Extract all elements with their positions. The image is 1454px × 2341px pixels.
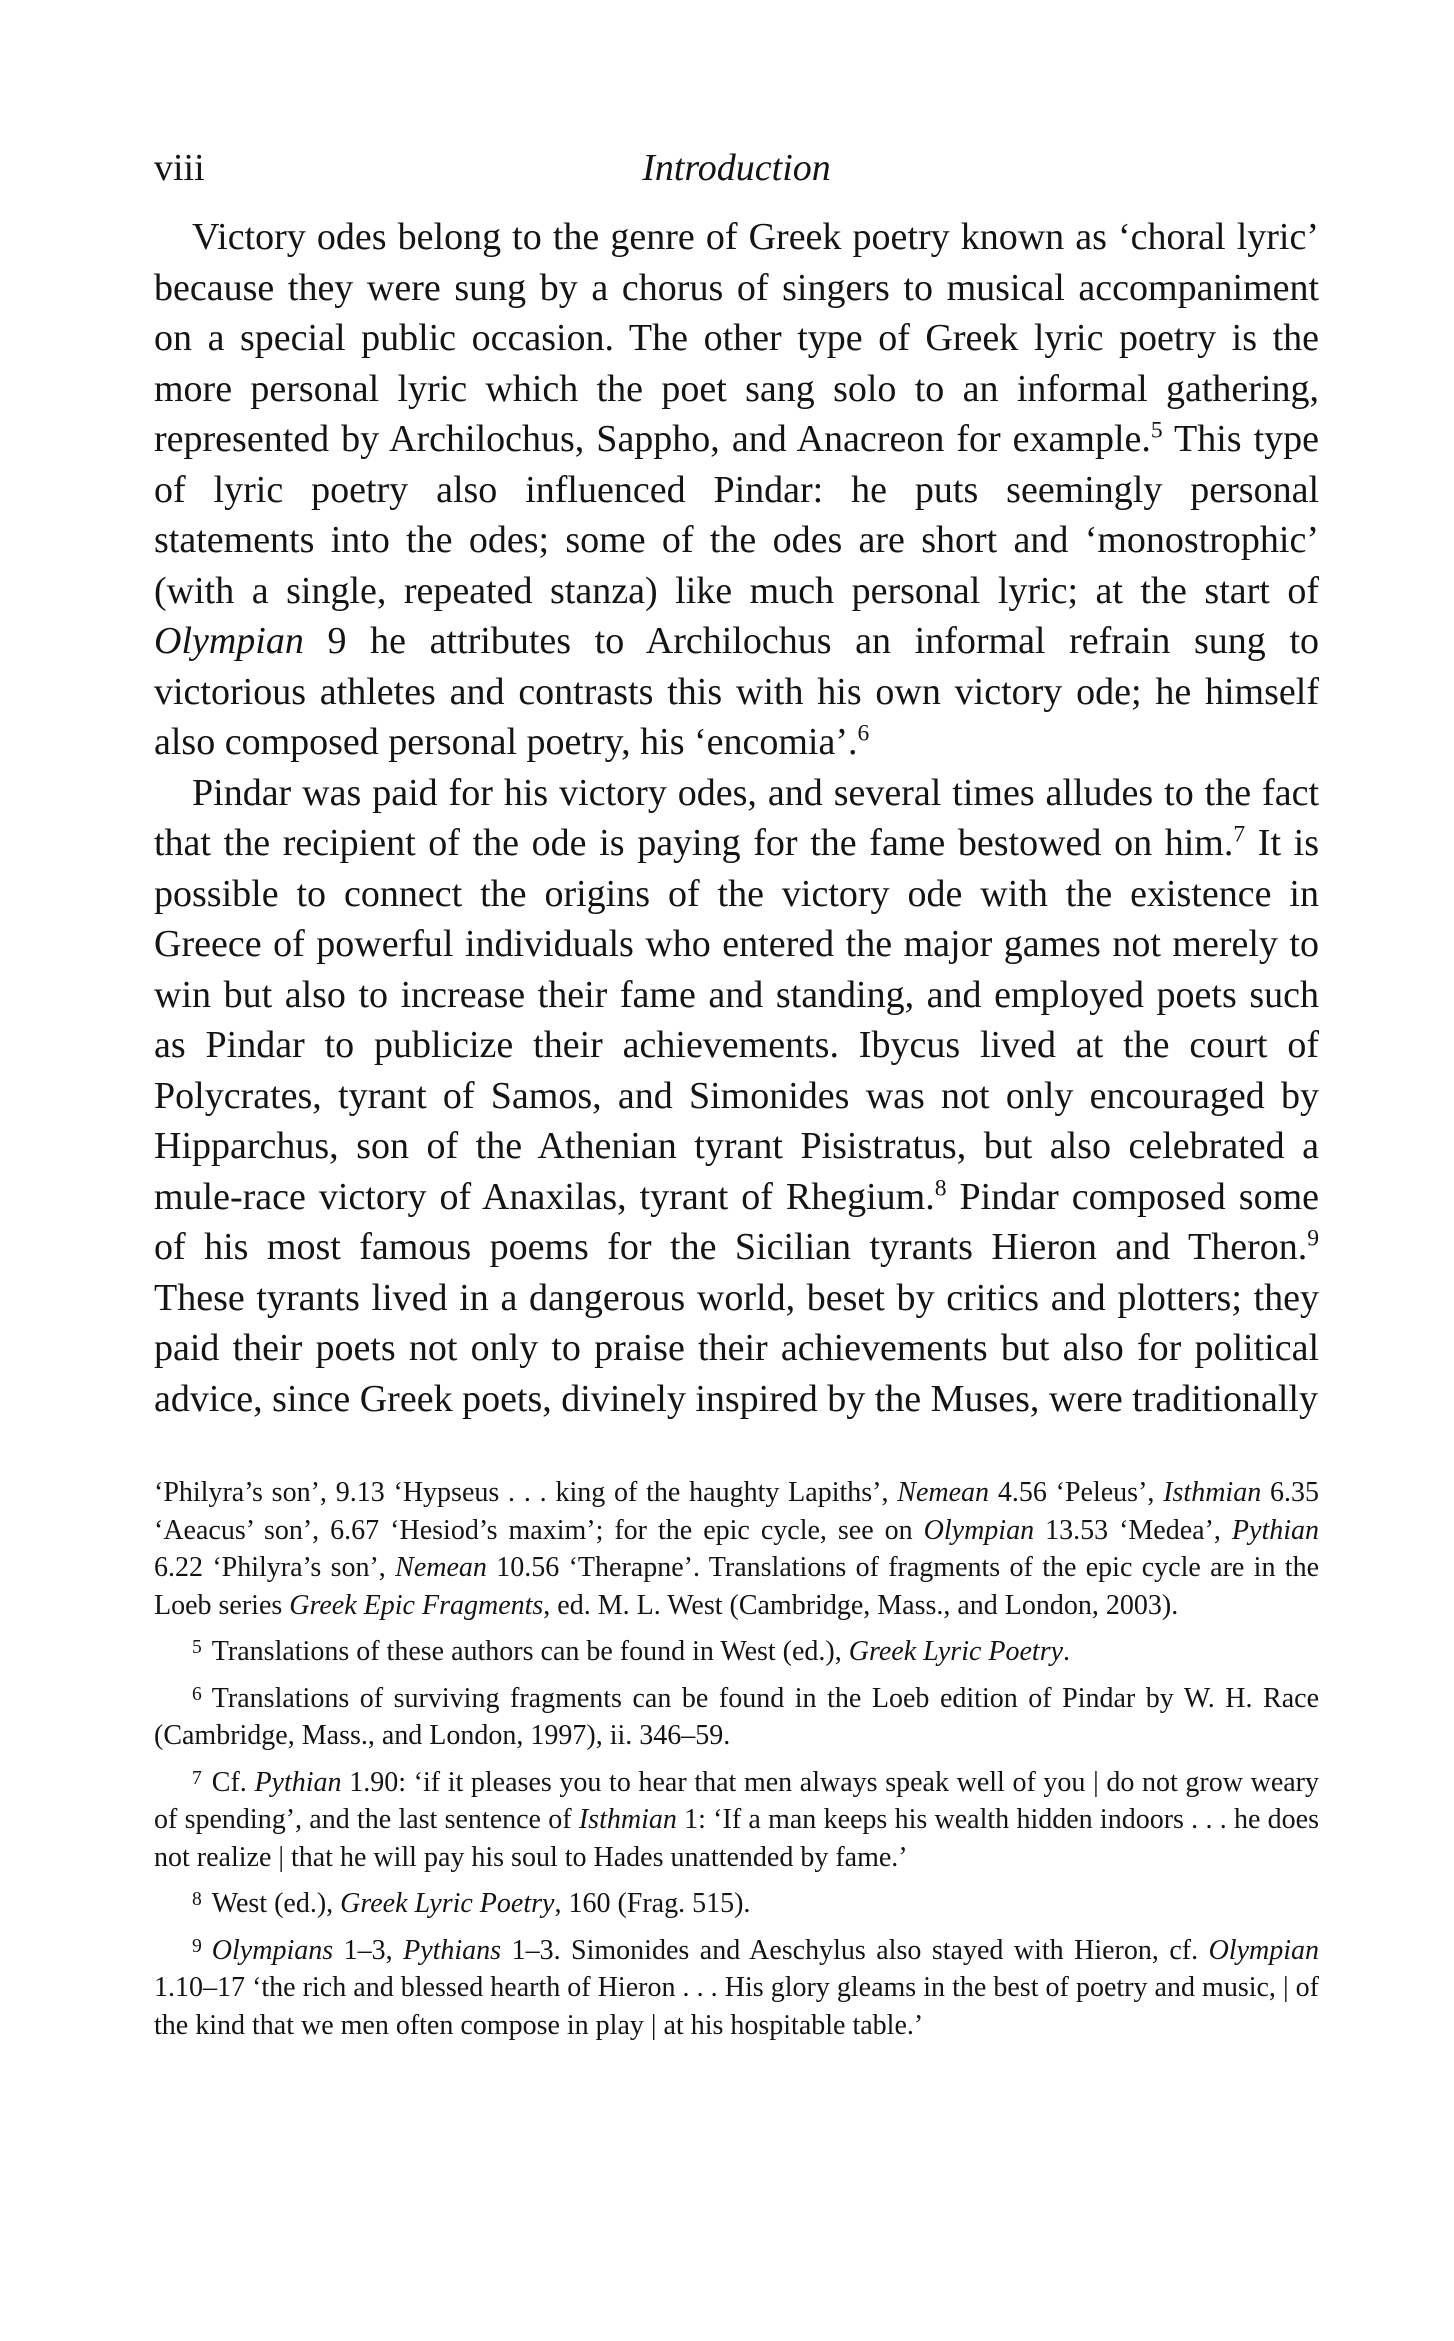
work-title: Pythian: [1231, 1514, 1319, 1546]
footnote-5: [154, 1633, 1319, 1671]
text-run: , 160 (Frag. 515).: [554, 1888, 751, 1919]
paragraph-1: [154, 212, 1319, 768]
work-title: Isthmian: [578, 1804, 677, 1835]
text-run: ‘Philyra’s son’, 9.13 ‘Hypseus . . . king of the haughty Lapiths’,: [154, 1477, 898, 1508]
footnote-number: 5: [192, 1637, 202, 1658]
text-run: 1.90: ‘if it pleases you to hear that men always speak well of you | do not grow weary of spending’, and the last sentence of: [154, 1766, 1320, 1835]
text-run: .: [1063, 1636, 1071, 1667]
text-run: This type of lyric poetry also influenced Pindar: he puts seemingly personal statements into the odes; some of the odes are short and ‘monostrophic’ (with a single, repeated stanza) like much personal lyric; at the start of: [154, 418, 1320, 612]
text-run: 1: ‘If a man keeps his wealth hidden indoors . . . he does not realize | that he will pay his soul to Hades unattended by fame.’: [154, 1804, 1319, 1873]
work-title: Greek Lyric Poetry: [340, 1888, 555, 1919]
paragraph-2: [154, 768, 1319, 1425]
text-run: 13.53 ‘Medea’,: [1034, 1514, 1232, 1546]
work-title: Greek Epic Fragments: [289, 1589, 544, 1621]
footnote-ref-5: 5: [1150, 417, 1163, 444]
text-run: Pindar was paid for his victory odes, and several times alludes to the fact that the recipient of the ode is paying for the fame bestowed on him.: [154, 771, 1319, 864]
footnotes: [154, 1474, 1319, 2044]
work-title: Isthmian: [1163, 1477, 1262, 1508]
page-number: viii: [154, 147, 205, 189]
work-title: Nemean: [897, 1477, 990, 1508]
footnote-7: [154, 1764, 1319, 1877]
footnote-ref-6: 6: [857, 720, 870, 747]
text-run: Translations of surviving fragments can be found in the Loeb edition of Pindar by W. H. Race (Cambridge, Mass., and London, 1997), ii. 346–59.: [154, 1682, 1319, 1751]
footnote-number: 6: [192, 1683, 202, 1705]
footnote-ref-8: 8: [934, 1174, 947, 1201]
text-run: It is possible to connect the origins of the victory ode with the existence in Greece of powerful individuals who entered the major games not merely to win but also to increase their fame and standing, and employed poets such as Pindar to publicize their achievements. Ibycus lived at the court of Polycrates, tyrant of Samos, and Simonides was not only encouraged by Hipparchus, son of the Athenian tyrant Pisistratus, but also celebrated a mule-race victory of Anaxilas, tyrant of Rhegium.: [154, 822, 1320, 1218]
book-page: [154, 138, 1319, 2053]
text-run: 10.56 ‘Therapne’. Translations of fragments of the epic cycle are in the Loeb series: [154, 1552, 1319, 1621]
footnote-number: 8: [192, 1889, 202, 1910]
text-run: Pindar composed some of his most famous poems for the Sicilian tyrants Hieron and Theron.: [154, 1175, 1319, 1268]
text-run: 4.56 ‘Peleus’,: [989, 1477, 1164, 1508]
footnote-continued: [154, 1474, 1319, 1624]
body-text: [154, 212, 1319, 1424]
text-run: 6.22 ‘Philyra’s son’,: [154, 1552, 396, 1583]
footnote-ref-7: 7: [1233, 821, 1246, 848]
text-run: 1.10–17 ‘the rich and blessed hearth of Hieron . . . His glory gleams in the best of poetry and music, | of the kind that we men often compose in play | at his hospitable table.’: [154, 1972, 1319, 2041]
work-title: Olympian: [923, 1514, 1035, 1546]
text-run: 9 he attributes to Archilochus an informal refrain sung to victorious athletes and contrasts this with his own victory ode; he himself also composed personal poetry, his ‘encomia’.: [154, 620, 1319, 763]
work-title: Olympian: [154, 620, 304, 662]
work-title: Olympian: [1208, 1934, 1320, 1966]
text-run: Translations of these authors can be found in West (ed.),: [211, 1636, 849, 1667]
work-title: Pythian: [254, 1766, 342, 1798]
text-run: , ed. M. L. West (Cambridge, Mass., and London, 2003).: [543, 1589, 1179, 1621]
work-title: Nemean: [395, 1552, 487, 1583]
text-run: Cf.: [211, 1766, 255, 1798]
footnote-number: 7: [192, 1767, 202, 1789]
text-run: 1–3,: [333, 1934, 404, 1966]
work-title: Pythians: [403, 1934, 502, 1966]
footnote-8: [154, 1885, 1319, 1923]
text-run: 1–3. Simonides and Aeschylus also stayed with Hieron, cf.: [501, 1934, 1209, 1966]
work-title: Olympians: [211, 1934, 334, 1966]
footnote-9: [154, 1932, 1319, 2045]
running-title: Introduction: [642, 147, 831, 189]
footnote-ref-9: 9: [1307, 1225, 1319, 1252]
work-title: Greek Lyric Poetry: [848, 1636, 1064, 1667]
running-head: [154, 138, 1319, 198]
text-run: 6.35 ‘Aeacus’ son’, 6.67 ‘Hesiod’s maxim’; for the epic cycle, see on: [154, 1477, 1320, 1546]
footnote-6: [154, 1680, 1319, 1755]
text-run: Victory odes belong to the genre of Greek poetry known as ‘choral lyric’ because they were sung by a chorus of singers to musical accompaniment on a special public occasion. The other type of Greek lyric poetry is the more personal lyric which the poet sang solo to an informal gathering, represented by Archilochus, Sappho, and Anacreon for example.: [154, 216, 1319, 460]
text-run: West (ed.),: [211, 1888, 341, 1919]
text-run: These tyrants lived in a dangerous world, beset by critics and plotters; they paid their poets not only to praise their achievements but also for political advice, since Greek poets, divinely inspired by the Muses, were traditionally: [154, 1276, 1319, 1420]
footnote-number: 9: [192, 1935, 202, 1957]
